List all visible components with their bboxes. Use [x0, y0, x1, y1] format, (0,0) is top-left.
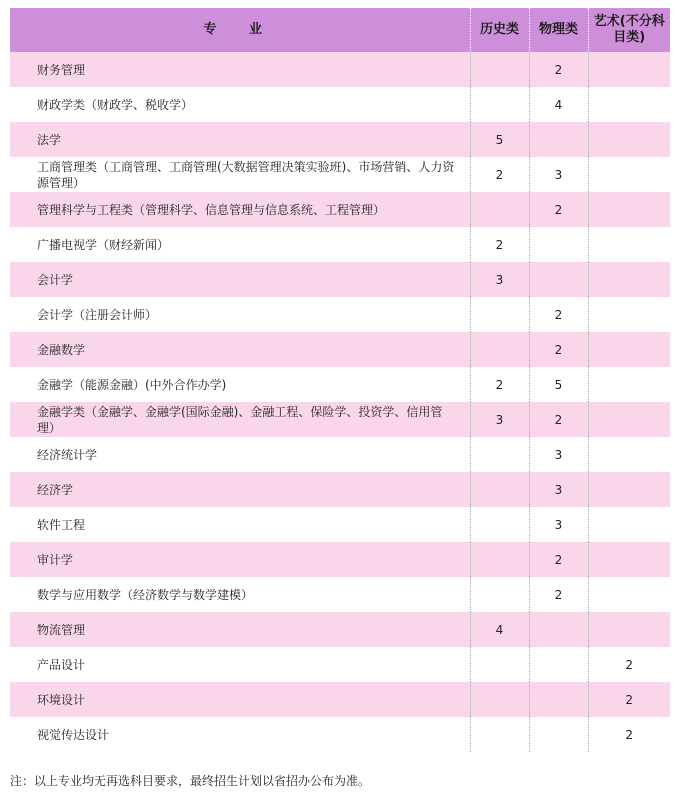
table-header-row [10, 8, 670, 52]
cell-history: 2 [470, 227, 529, 262]
cell-major: 法学 [10, 122, 470, 157]
cell-art [588, 192, 670, 227]
cell-physics [529, 612, 588, 647]
table-row [10, 227, 670, 262]
cell-art: 2 [588, 682, 670, 717]
cell-major: 数学与应用数学（经济数学与数学建模） [10, 577, 470, 612]
cell-history [470, 332, 529, 367]
table-row [10, 682, 670, 717]
cell-history: 3 [470, 402, 529, 437]
table-row [10, 157, 670, 192]
cell-major: 财务管理 [10, 52, 470, 87]
header-art: 艺术(不分科目类) [588, 8, 670, 52]
cell-physics [529, 717, 588, 752]
cell-physics: 3 [529, 437, 588, 472]
cell-physics: 2 [529, 402, 588, 437]
cell-major: 金融学类（金融学、金融学(国际金融)、金融工程、保险学、投资学、信用管理） [10, 402, 470, 437]
table-row [10, 437, 670, 472]
table-row [10, 332, 670, 367]
cell-history [470, 52, 529, 87]
cell-history [470, 437, 529, 472]
header-major: 专 业 [10, 8, 470, 52]
cell-physics: 2 [529, 192, 588, 227]
cell-history [470, 87, 529, 122]
cell-art [588, 507, 670, 542]
table-row [10, 542, 670, 577]
cell-physics: 2 [529, 542, 588, 577]
table-row [10, 262, 670, 297]
footnote: 注：以上专业均无再选科目要求，最终招生计划以省招办公布为准。 [10, 774, 371, 788]
cell-art: 2 [588, 647, 670, 682]
table-row [10, 507, 670, 542]
cell-physics: 2 [529, 332, 588, 367]
enrollment-plan-table-wrapper [10, 8, 670, 752]
header-physics: 物理类 [529, 8, 588, 52]
cell-physics: 3 [529, 157, 588, 192]
table-row [10, 577, 670, 612]
cell-physics [529, 227, 588, 262]
cell-physics: 2 [529, 52, 588, 87]
cell-physics: 3 [529, 472, 588, 507]
table-row [10, 402, 670, 437]
cell-art [588, 402, 670, 437]
cell-physics [529, 262, 588, 297]
cell-art [588, 577, 670, 612]
table-row [10, 612, 670, 647]
cell-history: 5 [470, 122, 529, 157]
cell-major: 产品设计 [10, 647, 470, 682]
table-row [10, 472, 670, 507]
cell-major: 软件工程 [10, 507, 470, 542]
cell-physics: 5 [529, 367, 588, 402]
cell-major: 金融数学 [10, 332, 470, 367]
cell-history [470, 577, 529, 612]
cell-art [588, 157, 670, 192]
cell-physics: 4 [529, 87, 588, 122]
table-row [10, 87, 670, 122]
table-row [10, 122, 670, 157]
cell-art: 2 [588, 717, 670, 752]
cell-art [588, 472, 670, 507]
cell-art [588, 297, 670, 332]
table-row [10, 717, 670, 752]
cell-history [470, 472, 529, 507]
cell-history [470, 717, 529, 752]
cell-physics [529, 682, 588, 717]
cell-major: 管理科学与工程类（管理科学、信息管理与信息系统、工程管理） [10, 192, 470, 227]
cell-art [588, 437, 670, 472]
cell-art [588, 612, 670, 647]
enrollment-plan-table [10, 8, 670, 752]
cell-physics [529, 647, 588, 682]
cell-major: 广播电视学（财经新闻） [10, 227, 470, 262]
cell-history [470, 297, 529, 332]
cell-history [470, 507, 529, 542]
cell-major: 会计学（注册会计师） [10, 297, 470, 332]
cell-major: 经济统计学 [10, 437, 470, 472]
cell-history [470, 542, 529, 577]
cell-art [588, 87, 670, 122]
table-row [10, 192, 670, 227]
cell-art [588, 122, 670, 157]
cell-major: 视觉传达设计 [10, 717, 470, 752]
table-body [10, 52, 670, 752]
cell-history [470, 647, 529, 682]
table-row [10, 297, 670, 332]
cell-major: 经济学 [10, 472, 470, 507]
cell-art [588, 367, 670, 402]
table-row [10, 367, 670, 402]
cell-major: 金融学（能源金融）(中外合作办学) [10, 367, 470, 402]
cell-history: 4 [470, 612, 529, 647]
cell-history: 2 [470, 157, 529, 192]
cell-physics [529, 122, 588, 157]
cell-major: 审计学 [10, 542, 470, 577]
cell-history: 3 [470, 262, 529, 297]
cell-major: 财政学类（财政学、税收学） [10, 87, 470, 122]
cell-history: 2 [470, 367, 529, 402]
table-row [10, 52, 670, 87]
cell-major: 会计学 [10, 262, 470, 297]
cell-major: 工商管理类（工商管理、工商管理(大数据管理决策实验班)、市场营销、人力资源管理） [10, 157, 470, 192]
cell-physics: 2 [529, 577, 588, 612]
table-row [10, 647, 670, 682]
cell-major: 物流管理 [10, 612, 470, 647]
cell-art [588, 227, 670, 262]
cell-art [588, 52, 670, 87]
cell-history [470, 682, 529, 717]
cell-major: 环境设计 [10, 682, 470, 717]
cell-history [470, 192, 529, 227]
header-history: 历史类 [470, 8, 529, 52]
cell-physics: 2 [529, 297, 588, 332]
cell-physics: 3 [529, 507, 588, 542]
cell-art [588, 332, 670, 367]
cell-art [588, 262, 670, 297]
cell-art [588, 542, 670, 577]
